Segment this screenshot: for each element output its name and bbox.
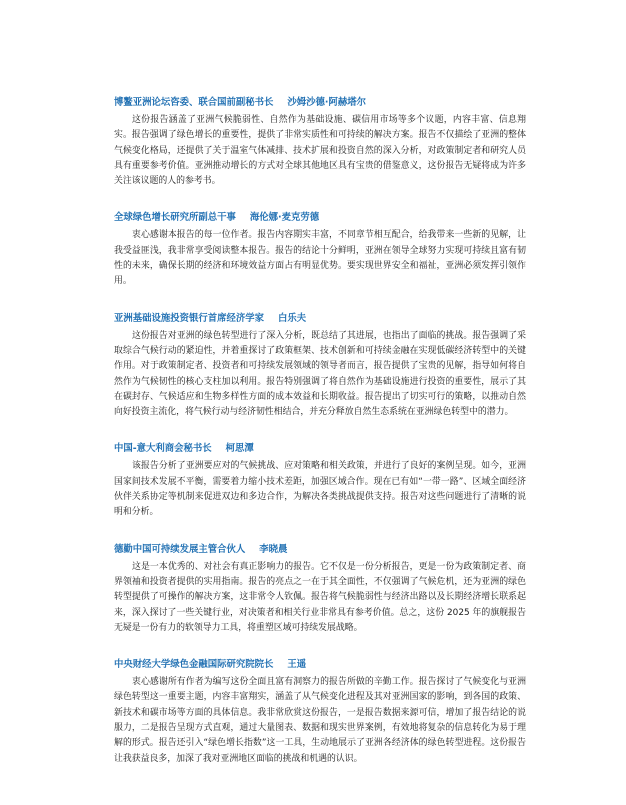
endorser-title: 亚洲基础设施投资银行首席经济学家: [114, 312, 265, 324]
endorsement-wang: [114, 658, 526, 767]
endorser-name: 王遥: [287, 659, 307, 671]
endorser-name: 沙姆沙德·阿赫塔尔: [287, 97, 366, 108]
endorsement-text: 该报告分析了亚洲要应对的气候挑战、应对策略和相关政策，并进行了良好的案例呈现。如今，亚洲国家间技术发展不平衡，需要着力缩小技术差距，加强区域合作。现在已有如“一带一路”、区域全面经济伙伴关系协定等机制来促进双边和多边合作，为解决各类挑战提供支持。报告对这些问题进行了清晰的说明和分析。: [114, 461, 526, 518]
endorsement-text: 这份报告对亚洲的绿色转型进行了深入分析，既总结了其进展，也指出了面临的挑战。报告强调了采取综合气候行动的紧迫性，并着重探讨了政策框架、技术创新和可持续金融在实现低碳经济转型中的关键作用。对于政策制定者、投资者和可持续发展领域的领导者而言，报告提供了宝贵的见解，指导如何将自然作为气候韧性的核心支柱加以利用。报告特别强调了将自然作为基础设施进行投资的重要性，展示了其在碳封存、气候适应和生物多样性方面的成本效益和长期收益。报告提出了切实可行的策略，以推动自然向好投资主流化，将气候行动与经济韧性相结合，并充分释放自然生态系统在亚洲绿色转型中的潜力。: [114, 330, 526, 418]
endorser-name: 李晓晨: [259, 543, 288, 555]
endorsement-li: [114, 543, 526, 636]
endorser-heading: [114, 442, 526, 456]
endorsement-ke: [114, 442, 526, 520]
endorser-name: 海伦娜·麦克劳德: [249, 212, 320, 224]
endorsement-akhtar: [114, 96, 526, 189]
endorsement-mcleod: [114, 211, 526, 289]
endorser-name: 白乐夫: [278, 312, 307, 324]
endorsement-bai: [114, 312, 526, 421]
endorser-title: 博鳌亚洲论坛咨委、联合国前副秘书长: [114, 97, 274, 108]
endorser-heading: [114, 96, 526, 110]
endorser-title: 中央财经大学绿色金融国际研究院院长: [114, 659, 274, 671]
endorser-title: 中国-意大利商会秘书长: [114, 443, 212, 455]
endorsement-text: 这是一本优秀的、对社会有真正影响力的报告。它不仅是一份分析报告，更是一份为政策制定者、商界领袖和投资者提供的实用指南。报告的亮点之一在于其全面性，不仅强调了气候危机，还为亚洲的绿色转型提供了可操作的解决方案，这非常令人钦佩。报告将气候脆弱性与经济出路以及长期经济增长联系起来，深入探讨了一些关键行业，对决策者和相关行业非常具有参考价值。总之，这份 2025 年的旗舰报告无疑是一份有力的软领导力工具，将重塑区域可持续发展战略。: [114, 561, 526, 633]
endorsement-text: 这份报告涵盖了亚洲气候脆弱性、自然作为基础设施、碳信用市场等多个议题，内容丰富、信息翔实。报告强调了绿色增长的重要性，提供了非常实质性和可持续的解决方案。报告不仅描绘了亚洲的整体气候变化格局，还提供了关于温室气体减排、技术扩展和投资自然的深入分析，对政策制定者和研究人员具有重要参考价值。亚洲推动增长的方式对全球其他地区具有宝贵的借鉴意义，这份报告无疑将成为许多关注该议题的人的参考书。: [114, 115, 526, 187]
endorser-title: 全球绿色增长研究所副总干事: [114, 212, 236, 224]
endorsement-text: 衷心感谢本报告的每一位作者。报告内容期实丰富，不同章节相互配合，给我带来一些新的见解，让我受益匪浅，我非常享受阅读整本报告。报告的结论十分鲜明，亚洲在领导全球努力实现可持续且富有韧性的未来，确保长期的经济和环境效益方面占有明显优势。要实现世界安全和福祉，亚洲必须发挥引领作用。: [114, 230, 526, 287]
endorser-heading: [114, 658, 526, 672]
endorser-title: 德勤中国可持续发展主管合伙人: [114, 543, 246, 555]
endorsement-text: 衷心感谢所有作者为编写这份全面且富有洞察力的报告所做的辛勤工作。报告探讨了气候变化与亚洲绿色转型这一重要主题，内容丰富翔实，涵盖了从气候变化进程及其对亚洲国家的影响，到各国的政策、新技术和碳市场等方面的具体信息。我非常欣赏这份报告，一是报告数据来源可信，增加了报告结论的说服力，二是报告呈现方式直观，通过大量图表、数据和现实世界案例，有效地将复杂的信息转化为易于理解的形式。报告还引入“绿色增长指数”这一工具，生动地展示了亚洲各经济体的绿色转型进程。这份报告让我获益良多，加深了我对亚洲地区面临的挑战和机遇的认识。: [114, 677, 526, 764]
endorser-heading: [114, 543, 526, 557]
endorser-heading: [114, 312, 526, 326]
endorser-heading: [114, 211, 526, 225]
endorser-name: 柯思潭: [225, 443, 254, 455]
